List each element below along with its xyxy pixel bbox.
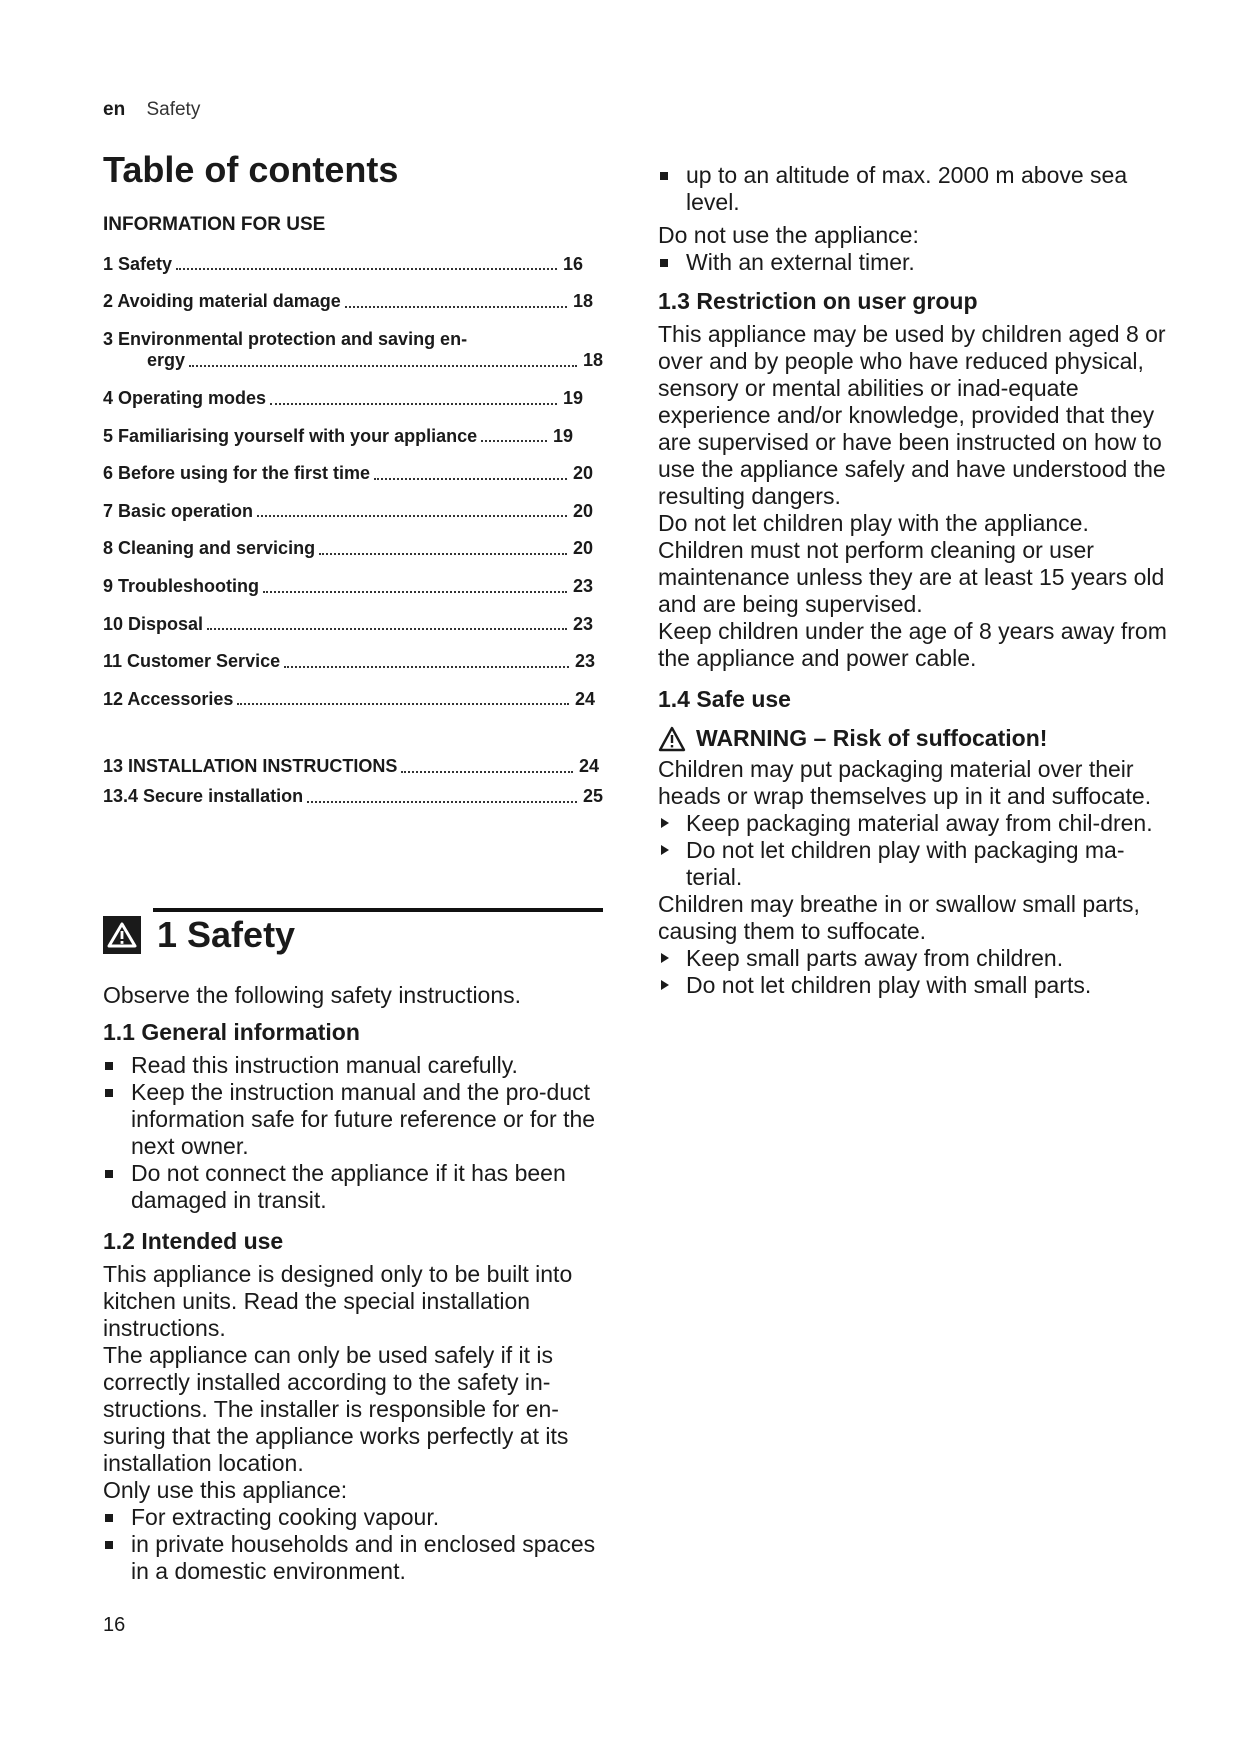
list-item: Do not let children play with packaging ma-terial. [658,837,1178,891]
warning-text: WARNING – Risk of suffocation! [696,725,1048,751]
left-column [103,150,613,824]
toc-page: 20 [572,463,593,484]
intended-use-list [103,1504,603,1585]
section-title-1-3: 1.3 Restriction on user group [658,288,978,314]
paragraph: Do not let children play with the appliance. [658,510,1089,536]
toc-entry-text: 13.4 Secure installation [103,785,304,806]
toc-page: 19 [562,387,583,408]
toc-entry[interactable] [103,689,595,711]
toc-entry[interactable] [103,291,593,313]
toc-entry-text: 13 INSTALLATION INSTRUCTIONS [103,756,398,777]
list-item: For extracting cooking vapour. [103,1504,603,1531]
toc-page: 18 [572,291,593,312]
toc-page: 24 [574,688,595,709]
toc-entry[interactable] [103,388,583,410]
toc-leader [176,268,557,270]
toc-entry-text: 8 Cleaning and servicing [103,538,316,559]
toc-leader [481,440,547,442]
toc-entry[interactable] [103,538,593,560]
toc-entry-text: 7 Basic operation [103,500,254,521]
toc-page: 16 [562,253,583,274]
toc-entry[interactable] [103,501,593,523]
toc-entry[interactable] [103,254,583,276]
language-code: en [103,99,126,120]
paragraph: Keep children under the age of 8 years away from the appliance and power cable. [658,618,1167,671]
toc-page: 23 [572,613,593,634]
warning-triangle-icon [658,726,686,752]
toc-leader [263,591,567,593]
toc-page: 20 [572,538,593,559]
paragraph: Children may put packaging material over their heads or wrap themselves up in it and suffocate. [658,756,1152,809]
toc-entry[interactable] [103,329,603,372]
safety-actions-list [658,945,1178,999]
paragraph: Children must not perform cleaning or user maintenance unless they are at least 15 years old and are being supervised. [658,537,1165,617]
page-header [103,99,200,121]
toc-entry[interactable] [103,756,599,778]
toc-leader [284,666,569,668]
toc-page: 20 [572,500,593,521]
list-item: Do not connect the appliance if it has been damaged in transit. [103,1160,603,1214]
toc-entry-text: 5 Familiarising yourself with your appliance [103,425,478,446]
list-item: Keep the instruction manual and the pro-duct information safe for future reference or for the next owner. [103,1079,603,1160]
toc-entry-text: 1 Safety [103,253,173,274]
toc-entry[interactable] [103,426,573,448]
toc-entry-text: 3 Environmental protection and saving en- [103,328,468,349]
right-column [658,162,1178,999]
general-info-list [103,1052,603,1214]
toc-entry-text: 12 Accessories [103,688,234,709]
toc-entry[interactable] [103,463,593,485]
toc-leader [189,365,577,367]
toc-entry[interactable] [103,614,593,636]
toc-page: 18 [582,350,603,371]
toc-page: 19 [552,425,573,446]
toc-leader [257,515,567,517]
toc-entry-text: 2 Avoiding material damage [103,291,341,312]
do-not-use-list [658,249,1178,276]
paragraph: Do not use the appliance: [658,222,919,248]
toc-page: 23 [574,651,595,672]
list-item: With an external timer. [658,249,1178,276]
paragraph: This appliance is designed only to be built into kitchen units. Read the special installation instructions. [103,1261,573,1341]
chapter-rule [153,908,603,912]
toc-page: 24 [578,756,599,777]
toc-entry-text: 9 Troubleshooting [103,575,259,596]
warning-sign-icon [103,916,141,954]
toc-leader [207,628,567,630]
page-number: 16 [103,1614,126,1636]
list-item: Keep packaging material away from chil-dren. [658,810,1178,837]
toc-entry-text: 6 Before using for the first time [103,463,371,484]
toc-heading: INFORMATION FOR USE [103,213,326,235]
paragraph: This appliance may be used by children aged 8 or over and by people who have reduced physical, sensory or mental abilities or inad-equate experience and/or knowledge, provided that they are supervised or have been instructed on how to use the appliance safely and have understood the resulting dangers. [658,321,1166,509]
intended-use-list-cont [658,162,1178,216]
chapter-heading [103,908,603,1585]
toc-page: 25 [582,785,603,806]
toc-entry[interactable] [103,576,593,598]
toc-entry-text: 4 Operating modes [103,387,267,408]
section-title-1-1: 1.1 General information [103,1019,360,1045]
section-title-1-4: 1.4 Safe use [658,686,791,712]
toc-leader [237,703,569,705]
toc-leader [374,478,567,480]
toc-entry-text: 10 Disposal [103,613,204,634]
paragraph: The appliance can only be used safely if it is correctly installed according to the safety in-structions. The installer is responsible for en-suring that the appliance works perfectly at its installation location. [103,1342,569,1476]
toc-leader [401,771,573,773]
list-item: Do not let children play with small parts. [658,972,1178,999]
warning-heading [658,725,1178,752]
toc-page: 23 [572,575,593,596]
list-item: Keep small parts away from children. [658,945,1178,972]
list-item: Read this instruction manual carefully. [103,1052,603,1079]
toc-entry[interactable] [103,786,603,808]
paragraph: Children may breathe in or swallow small parts, causing them to suffocate. [658,891,1140,944]
section-title-1-2: 1.2 Intended use [103,1228,284,1254]
list-item: in private households and in enclosed spaces in a domestic environment. [103,1531,603,1585]
toc-entry-text-cont: ergy [147,350,186,371]
paragraph: Only use this appliance: [103,1477,348,1503]
header-section: Safety [146,99,201,120]
toc-leader [307,801,577,803]
chapter-title: 1 Safety [157,914,296,955]
toc-leader [270,403,557,405]
toc-title: Table of contents [103,149,399,190]
toc-entry-text: 11 Customer Service [103,651,281,672]
list-item: up to an altitude of max. 2000 m above sea level. [658,162,1178,216]
toc-entry[interactable] [103,651,595,673]
toc-spacer [103,726,613,756]
chapter-intro: Observe the following safety instructions. [103,982,522,1008]
toc-leader [319,553,567,555]
safety-actions-list [658,810,1178,891]
toc-leader [345,306,567,308]
